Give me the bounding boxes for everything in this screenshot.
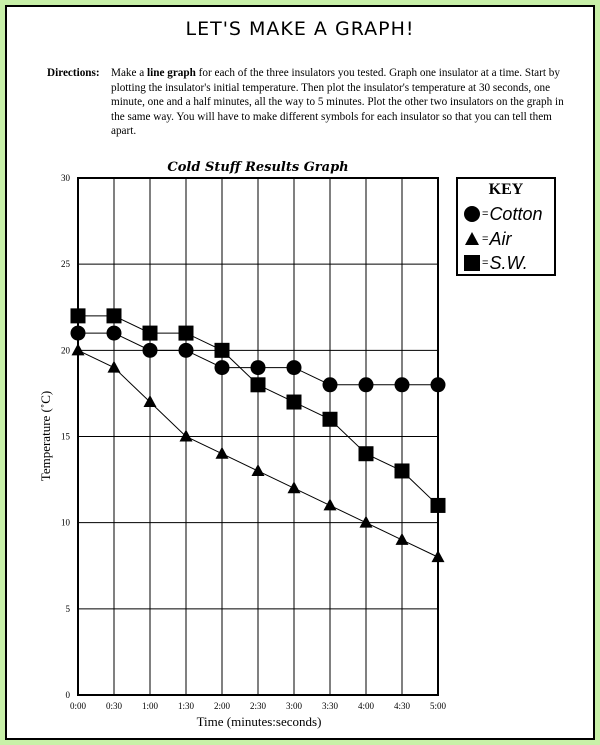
legend-equals: = <box>482 233 489 245</box>
y-tick-label: 10 <box>61 517 70 528</box>
legend-item-cotton <box>463 203 542 225</box>
legend-label-air: Air <box>489 228 512 249</box>
x-tick-label: 0:30 <box>105 701 123 711</box>
y-tick-label: 5 <box>65 603 70 614</box>
directions-bold-term: line graph <box>147 67 196 79</box>
x-tick-label: 2:30 <box>249 701 267 711</box>
air-point <box>288 481 301 493</box>
x-tick-label: 1:00 <box>141 701 159 711</box>
sw-point <box>215 343 230 358</box>
y-tick-label: 20 <box>61 345 70 356</box>
air-point <box>360 516 373 528</box>
legend-label-cotton: Cotton <box>489 203 543 224</box>
cotton-point <box>359 377 374 392</box>
legend-title: KEY <box>488 181 524 198</box>
cotton-point <box>215 360 230 375</box>
x-tick-label: 3:00 <box>285 701 303 711</box>
sw-point <box>179 326 194 341</box>
sw-point <box>395 463 410 478</box>
legend-key <box>456 177 556 276</box>
directions-text-start: Make a <box>111 67 148 79</box>
y-axis-label: Temperature (˚C) <box>38 390 53 482</box>
chart-grid <box>78 178 438 695</box>
sw-point <box>71 308 86 323</box>
square-marker-icon <box>463 254 481 272</box>
legend-equals: = <box>482 257 489 269</box>
air-point <box>108 361 121 373</box>
air-point <box>180 430 193 442</box>
air-point <box>324 498 337 510</box>
sw-point <box>323 412 338 427</box>
legend-equals: = <box>482 208 489 220</box>
x-tick-label: 3:30 <box>321 701 339 711</box>
cotton-point <box>107 326 122 341</box>
cotton-point <box>431 377 446 392</box>
legend-item-air <box>463 228 511 250</box>
worksheet-title: LET'S MAKE A GRAPH! <box>185 18 415 40</box>
y-tick-label: 15 <box>61 431 70 442</box>
x-axis-label: Time (minutes:seconds) <box>196 714 322 729</box>
sw-point <box>431 498 446 513</box>
triangle-marker-icon <box>463 230 481 248</box>
directions-label: Directions: <box>47 67 100 79</box>
air-point <box>396 533 409 545</box>
y-tick-label: 0 <box>65 690 70 700</box>
x-tick-label: 1:30 <box>177 701 195 711</box>
sw-point <box>359 446 374 461</box>
air-point <box>252 464 265 476</box>
circle-marker-icon <box>463 205 481 223</box>
cotton-point <box>323 377 338 392</box>
x-tick-label: 5:00 <box>429 701 447 711</box>
x-tick-label: 4:00 <box>357 701 375 711</box>
sw-point <box>251 377 266 392</box>
cotton-point <box>143 343 158 358</box>
cotton-point <box>251 360 266 375</box>
chart-title: Cold Stuff Results Graph <box>167 160 349 175</box>
air-point <box>72 343 85 355</box>
cotton-point <box>395 377 410 392</box>
air-point <box>216 447 229 459</box>
directions-text-rest: for each of the three insulators you tested. Graph one insulator at a time. Start by plotting the insulator's initial temperature. Then plot the insulator's temperature at 30 seconds, one minute, one and a half minutes, all the way to 5 minutes. Plot the other two insulators on the graph in the same way. You will have to make different symbols for each insulator so that you can tell them apart. <box>111 67 564 137</box>
x-tick-label: 4:30 <box>393 701 411 711</box>
sw-point <box>107 308 122 323</box>
cotton-point <box>71 326 86 341</box>
y-tick-label: 25 <box>61 259 70 270</box>
sw-point <box>143 326 158 341</box>
chart-axes <box>61 173 446 711</box>
cotton-point <box>179 343 194 358</box>
legend-label-sw: S.W. <box>489 252 528 273</box>
x-tick-label: 0:00 <box>69 701 87 711</box>
air-point <box>144 395 157 407</box>
legend-item-sw <box>463 252 528 274</box>
air-point <box>432 550 445 562</box>
y-tick-label: 30 <box>61 173 70 183</box>
sw-point <box>287 395 302 410</box>
x-tick-label: 2:00 <box>213 701 231 711</box>
cotton-point <box>287 360 302 375</box>
